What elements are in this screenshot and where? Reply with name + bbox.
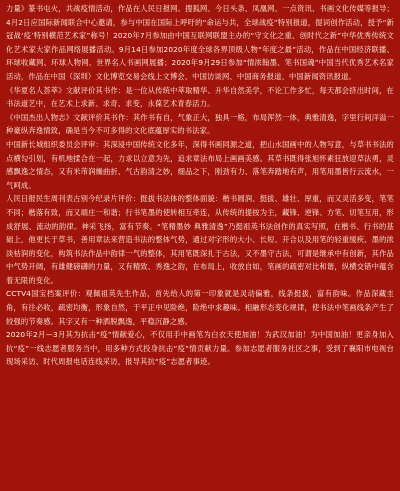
paragraph-media-coverage: 力量》篆书屯火，共战疫情活动，作品在人民日报网、搜狐网、今日头条、凤凰网、一点资讯、书画文化传媒等报导；4月2日应国际新闻联合中心邀请，参与中国在国际上呼吁的“命运与共，全球战疫”特别报道，提词创作活动，授予“新冠战‘疫’特别横范艺术家”称号！2020年7月参加由中国互联网联盟主办的“守文化之重、创时代之新”中华优秀传统文化艺术家大家作品网络展播活动。9月14日参加2020年度全球各界顶级人物“年度之最”活动，作品在中国经济联播、环球收藏网、环球人物网、世界名人书画网展播；2020年9月29日参加“情浓翰墨、笔书国魂”中国当代优秀艺术名家活动，作品在中国（深圳）文化博览交易会线上文博会、中国访谈网、中国商务报道、中国新闻资讯报道。 xyxy=(6,4,394,81)
paragraph-volunteer: 2020年2月—3月其为抗击“疫”情献爱心，不仅用手中画笔为白衣天使加油！为武汉加油！为中国加油！更亲身加入抗“疫”一线志愿者服务当中，用多种方式投身抗击“疫”情贡献力量。参加志愿者服务社区之事，受到了襄阳市电视台现场采访、时代周报电话连线采访，报导其抗“疫”志愿者事迹。 xyxy=(6,330,394,367)
paragraph-huaxia-review: 《华夏名人荟萃》文献评价其书作：是一位从传统中萃取精华、升华自然美学，不论工作多忙，每天都会挤出时间，在书法道艺中，在艺术上求新、求奇、求变，永葆艺术青春活力。 xyxy=(6,85,394,109)
paragraph-renmin-review: 人民日报民生周刊表古别今纪录片评价：挺拔书法体的整体面貌：楷书圆润、挺拔、雄壮、厚重，而又灵活多变，笔笔不同；楷落有致，而又端庄一和谐；行书笔墨的使转相互牵连，从传统的提按为主，藏锋、逆锋、方笔、切笔互用，形成舒展、流动的韵律。神采飞扬，富有节奏。“笔精墨妙 典雅清逸”乃挺祖英书法创作的真实写照，在楷书、行书的基础上，他更长于草书，善用章法来营造书法的整体气势，通过对字形的大小、长短、开合以及用笔的轻重缓疾、墨的浓淡枯润的变化，构筑书法作品中韵律一气的整体，其用笔既深扎于古法，又不墨守古法，可谓是继承中有创新，其作品中气势开阔，有雄健磅礴的力量，又有精致、秀逸之韵，在布局上，收放自如，笔画的疏密对比和谐，纵横交错中蕴含着无限的变化。 xyxy=(6,194,394,285)
paragraph-changcheng-review: 中国新长城组织委员会评审：其深浸中国传统文化多年，深得书画同源之道，把山水国画中的人物写意，与草书书法的点横勾引划，有机地揉合在一起，力求以立意为先，追求章法布局上画画美感。其草书既得张旭怀素狂放迎草法勇，灵感飘逸之情态，又有米芾润燥曲折、气古韵清之妙，细品之下，刚劲有力、落笔奔踏地有声，用笔用墨皆行云流水，一气呵成。 xyxy=(6,139,394,190)
paragraph-cctv4-review: CCTV4国宝档案评价：观佩祖英先生作品，首先给人的第一印象就是灵动偏雅，线条挺拔，富有韵味。作品深藏圭角，有往必收，疏密均衡，形象自然，于平正中见险绝，险绝中求趣味。相融形态变化规律，使书法中笔画线条产生了较强的节奏感。其字又有一种洒脱飘逸，平稳沉静之感。 xyxy=(6,289,394,326)
paragraph-jiechu-review: 《中国杰出人物志》文献评价其书作：其作书有自，气象正大，独具一格，布局浑然一体，典雅清逸，字里行间洋溢一种豪纵奔逸情致，确是当今不可多得的文化底蕴厚实的书法家。 xyxy=(6,112,394,136)
